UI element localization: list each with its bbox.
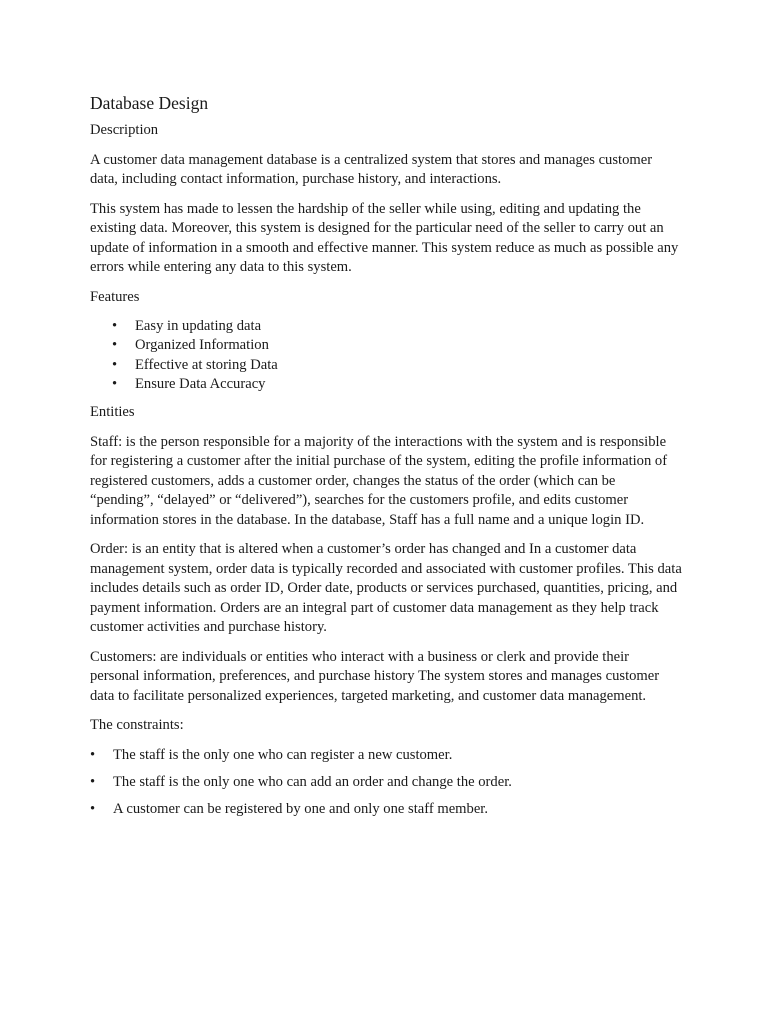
bullet-icon: • — [112, 375, 118, 392]
description-paragraph-1: A customer data management database is a centralized system that stores and manages customer data, including contact information, purchase history, and interactions. — [90, 151, 653, 187]
document-title: Database Design — [90, 93, 209, 113]
bullet-icon: • — [90, 800, 96, 817]
constraint-text: The staff is the only one who can register a new customer. — [113, 746, 453, 763]
constraints-list — [90, 746, 682, 820]
entity-staff-paragraph: Staff: is the person responsible for a majority of the interactions with the system and is responsible for registering a customer after the initial purchase of the system, editing the profile information of registered customers, adds a customer order, changes the status of the order (which can be “pending”, “delayed” or “delivered”), searches for the customers profile, and edits customer information stores in the database. In the database, Staff has a full name and a unique login ID. — [90, 433, 668, 528]
entity-customers-paragraph: Customers: are individuals or entities who interact with a business or clerk and provide their personal information, preferences, and purchase history The system stores and manages customer data to facilitate personalized experiences, targeted marketing, and customer data management. — [90, 648, 660, 704]
list-item — [90, 375, 682, 394]
constraint-text: A customer can be registered by one and only one staff member. — [113, 800, 488, 817]
description-paragraph-2: This system has made to lessen the hardship of the seller while using, editing and updating the existing data. Moreover, this system is designed for the particular need of the seller to carry out an update of information in a smooth and effective manner. This system reduce as much as possible any errors while entering any data to this system. — [90, 200, 679, 275]
entities-heading: Entities — [90, 404, 135, 421]
entity-order-paragraph: Order: is an entity that is altered when a customer’s order has changed and In a customer data management system, order data is typically recorded and associated with customer profiles. This data includes details such as order ID, Order date, products or services purchased, quantities, pricing, and payment information. Orders are an integral part of customer data management as they help track customer activities and purchase history. — [90, 541, 682, 636]
constraints-heading: The constraints: — [90, 717, 184, 734]
bullet-icon: • — [90, 746, 96, 763]
constraint-text: The staff is the only one who can add an order and change the order. — [113, 773, 512, 790]
bullet-icon: • — [112, 356, 118, 373]
list-item — [90, 356, 682, 375]
list-item — [90, 317, 682, 336]
list-item — [90, 336, 682, 355]
bullet-icon: • — [112, 318, 118, 334]
features-list — [90, 317, 682, 394]
bullet-icon: • — [112, 337, 118, 354]
feature-text: Organized Information — [135, 337, 269, 354]
document-page — [90, 91, 682, 827]
list-item — [90, 800, 682, 820]
feature-text: Ensure Data Accuracy — [135, 375, 266, 392]
list-item — [90, 773, 682, 793]
bullet-icon: • — [90, 773, 96, 790]
description-heading: Description — [90, 122, 159, 138]
list-item — [90, 746, 682, 766]
features-heading: Features — [90, 288, 140, 305]
feature-text: Easy in updating data — [135, 318, 262, 334]
feature-text: Effective at storing Data — [135, 356, 278, 373]
